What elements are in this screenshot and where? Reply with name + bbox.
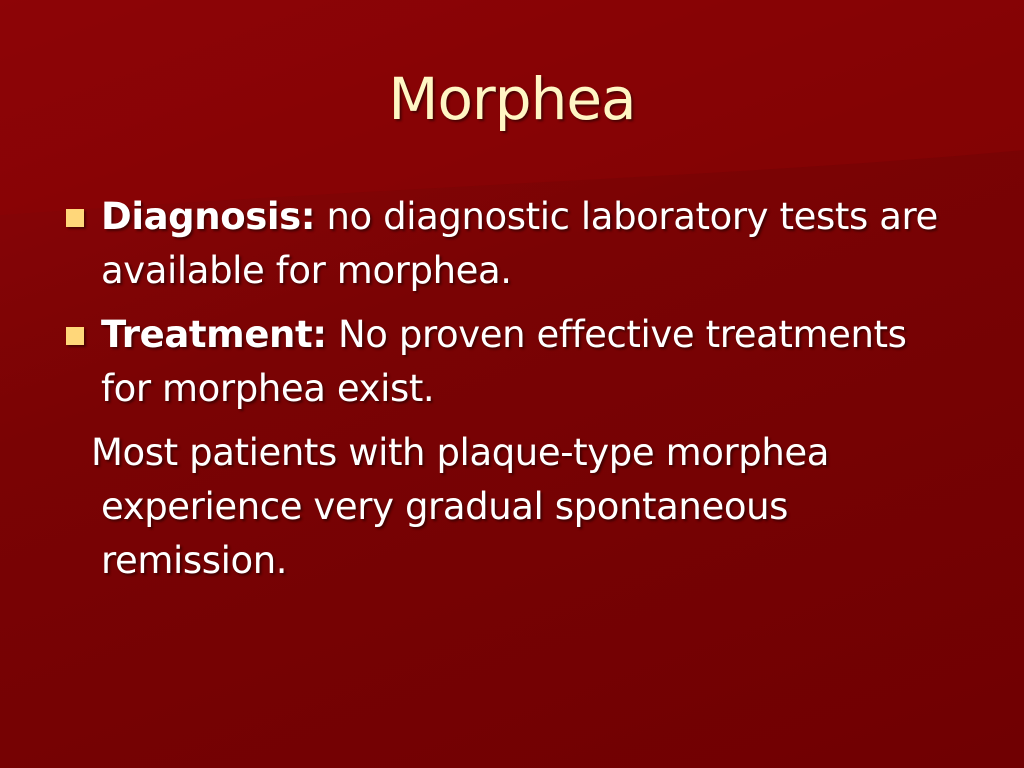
remission-note: Most patients with plaque-type morphea experience very gradual spontaneous remission. — [91, 431, 830, 582]
square-bullet-icon — [66, 209, 84, 227]
bullet-text: No proven effective treatments for morphea exist. — [101, 313, 907, 410]
bullet-label: Diagnosis: — [101, 195, 316, 238]
square-bullet-icon — [66, 327, 84, 345]
bullet-item-diagnosis — [60, 190, 960, 298]
slide-body — [60, 190, 960, 588]
slide-title: Morphea — [388, 65, 636, 133]
bullet-label: Treatment: — [101, 313, 327, 356]
bullet-item-treatment — [60, 308, 960, 416]
bullet-text: no diagnostic laboratory tests are available for morphea. — [101, 195, 938, 292]
